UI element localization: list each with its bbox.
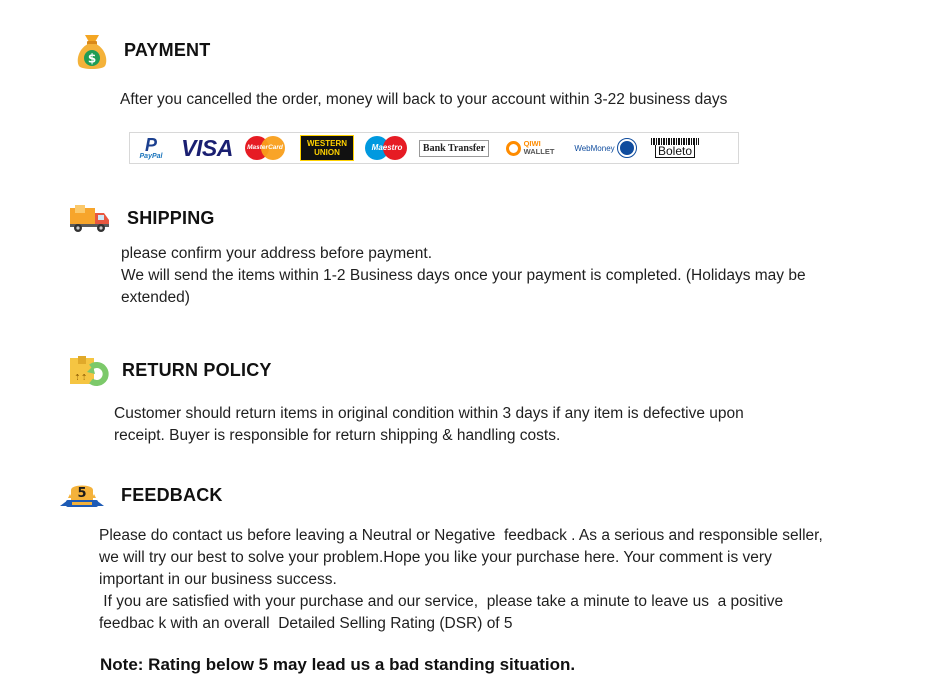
western-union-logo <box>292 133 362 163</box>
payment-methods-strip <box>129 132 739 164</box>
wallet-label: WALLET <box>523 147 555 156</box>
badge-number: 5 <box>77 486 87 501</box>
feedback-heading: FEEDBACK <box>121 485 223 505</box>
mastercard-logo <box>242 133 292 163</box>
delivery-truck-icon <box>69 204 111 234</box>
shipping-line-2: We will send the items within 1-2 Business days once your payment is completed. (Holidays may be <box>121 267 806 284</box>
paypal-logo <box>130 133 172 163</box>
bank-transfer-logo <box>414 133 494 163</box>
shipping-heading: SHIPPING <box>127 208 215 228</box>
return-policy-heading: RETURN POLICY <box>122 360 272 380</box>
five-star-badge-icon <box>58 480 106 510</box>
rating-note: Note: Rating below 5 may lead us a bad standing situation. <box>100 655 576 674</box>
paypal-label: PayPal <box>139 153 163 160</box>
qiwi-label: QIWI <box>523 139 541 148</box>
payment-text: After you cancelled the order, money will back to your account within 3-22 business days <box>120 91 728 108</box>
visa-logo: VISA <box>181 134 233 161</box>
return-policy-line-1: Customer should return items in original condition within 3 days if any item is defective upon <box>114 405 744 422</box>
money-bag-icon <box>74 31 110 71</box>
shipping-line-1: please confirm your address before payment. <box>121 245 433 262</box>
maestro-label: Maestro <box>371 143 403 152</box>
boleto-logo <box>644 133 706 163</box>
mastercard-label: MasterCard <box>247 144 283 151</box>
bank-transfer-label: Bank Transfer <box>419 140 489 157</box>
feedback-line-3: important in our business success. <box>99 571 337 588</box>
qiwi-wallet-logo <box>494 133 566 163</box>
feedback-line-2: we will try our best to solve your problem.Hope you like your purchase here. Your comment is very <box>99 549 772 566</box>
webmoney-label: WebMoney <box>574 143 615 153</box>
feedback-line-4: If you are satisfied with your purchase and our service, please take a minute to leave us a positive <box>99 593 784 610</box>
svg-text:⇡⇡: ⇡⇡ <box>74 373 88 382</box>
western-union-line2: UNION <box>314 148 340 157</box>
shipping-line-3: extended) <box>121 289 190 306</box>
webmoney-logo <box>566 133 644 163</box>
boleto-label: Boleto <box>655 145 695 158</box>
feedback-line-1: Please do contact us before leaving a Neutral or Negative feedback . As a serious and responsible seller, <box>99 527 823 544</box>
feedback-line-5: feedbac k with an overall Detailed Selling Rating (DSR) of 5 <box>99 615 513 632</box>
return-box-icon <box>69 355 111 387</box>
paypal-mark: P <box>144 135 157 155</box>
return-policy-line-2: receipt. Buyer is responsible for return shipping & handling costs. <box>114 427 561 444</box>
maestro-logo <box>362 133 414 163</box>
payment-heading: PAYMENT <box>124 40 211 60</box>
qiwi-ring-icon <box>506 141 521 156</box>
globe-icon <box>618 139 636 157</box>
western-union-line1: WESTERN <box>307 139 347 148</box>
svg-text:$: $ <box>87 51 97 66</box>
